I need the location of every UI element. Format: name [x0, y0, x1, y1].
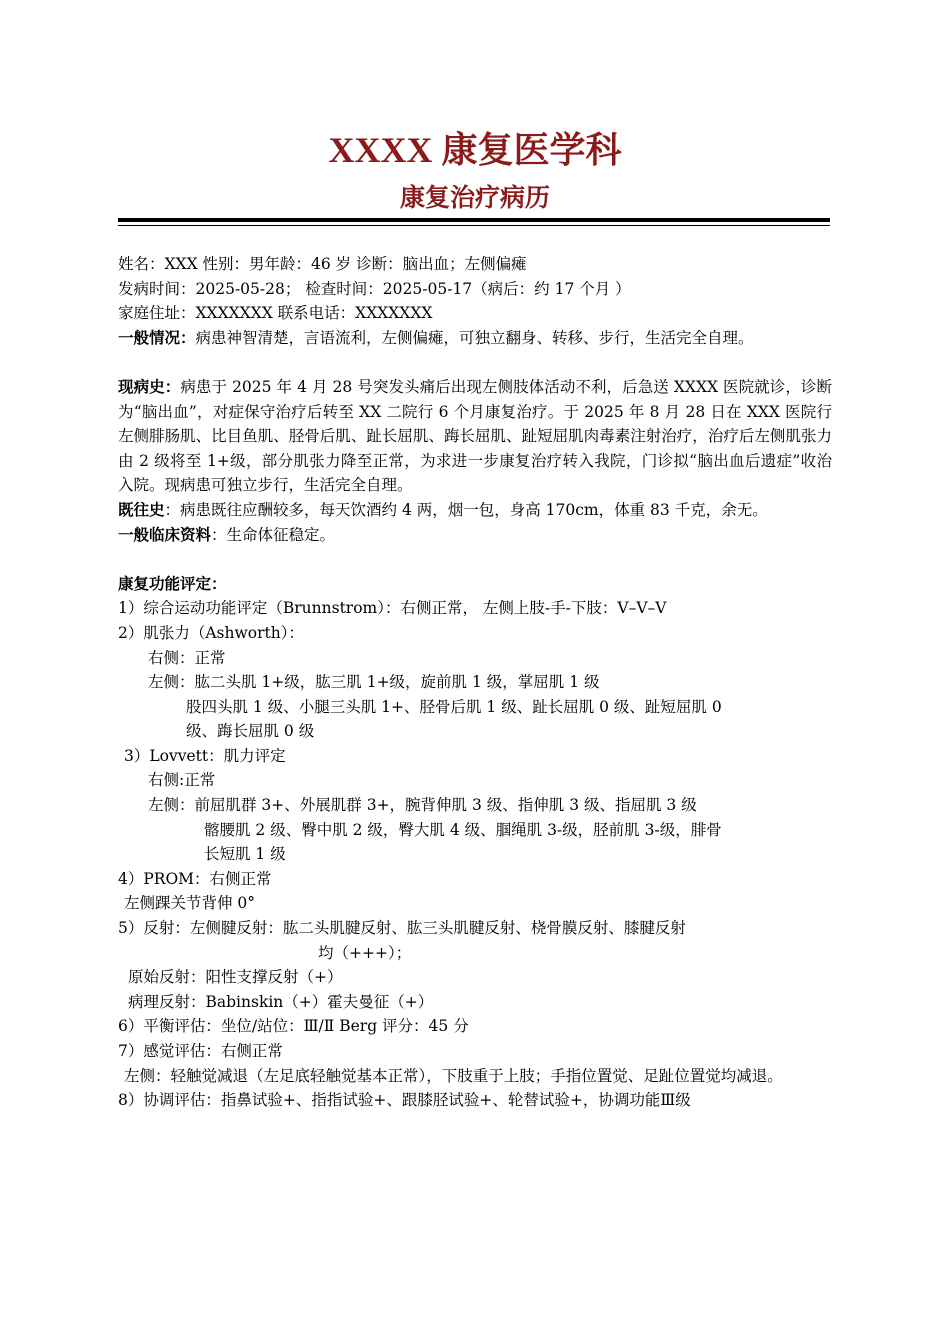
assessment-line-prom: 4）PROM：右侧正常: [118, 869, 272, 888]
document-title: XXXX 康复医学科: [328, 130, 622, 170]
assessment-line-primitive-reflex: 原始反射：阳性支撑反射（+）: [128, 968, 343, 987]
clinical-data: [118, 523, 832, 548]
clinical-data-text: ：生命体征稳定。: [211, 525, 336, 544]
document-subtitle: 康复治疗病历: [399, 183, 550, 212]
record-body: [118, 252, 832, 1113]
header-divider-thin: [118, 225, 830, 226]
assessment-line-tone-left-lower-cont: 级、踇长屈肌 0 级: [186, 722, 315, 741]
assessment-line-strength-right: 右侧:正常: [148, 771, 216, 790]
assessment-line-sensation: 7）感觉评估：右侧正常: [118, 1042, 283, 1060]
present-history-label: 现病史：: [118, 377, 181, 396]
general-condition-label: 一般情况：: [118, 328, 196, 347]
spacer: [118, 350, 832, 375]
assessment-line-strength-left: 左侧：前屈肌群 3+、外展肌群 3+，腕背伸肌 3 级、指伸肌 3 级、指屈肌 3 级: [148, 796, 697, 815]
assessment-line-coordination: 8）协调评估：指鼻试验+、指指试验+、跟膝胫试验+、轮替试验+，协调功能Ⅲ级: [118, 1091, 691, 1110]
general-condition-text: 病患神智清楚，言语流利，左侧偏瘫，可独立翻身、转移、步行，生活完全自理。: [195, 328, 754, 347]
assessment-line-prom-left: 左侧踝关节背伸 0°: [124, 894, 256, 913]
header-divider-thick: [118, 218, 830, 222]
patient-line-1: 姓名：XXX 性别：男年龄：46 岁 诊断：脑出血；左侧偏瘫: [118, 255, 527, 273]
assessment-line-reflex-cont: 均（+++）；: [318, 943, 412, 962]
present-history-text: 病患于 2025 年 4 月 28 号突发头痛后出现左侧肢体活动不利，后急送 XXXX 医院就诊，诊断为“脑出血”，对症保守治疗后转至 XX 二院行 6 个月康复治疗。于 2025 年 8 月 28 日在 XXX 医院行左侧腓肠肌、比目鱼肌、胫骨后肌、趾长屈肌、踇长屈肌、趾短屈肌肉毒素注射治疗，治疗后左侧肌张力由 2 级将至 1+级，部分肌张力降至正常，为求进一步康复治疗转入我院，门诊拟“脑出血后遗症”收治入院。现病患可独立步行，生活完全自理。: [118, 377, 832, 495]
assessment-line-strength-left-lower: 髂腰肌 2 级、臀中肌 2 级，臀大肌 4 级、腘绳肌 3-级，胫前肌 3-级，腓骨: [204, 820, 722, 839]
assessment-line-sensation-left: 左侧：轻触觉减退（左足底轻触觉基本正常），下肢重于上肢；手指位置觉、足趾位置觉均减退。: [124, 1066, 783, 1085]
assessment-line-ashworth: 2）肌张力（Ashworth）：: [118, 623, 304, 642]
assessment-line-lovett: 3）Lovvett：肌力评定: [124, 746, 286, 765]
assessment-line-tone-left-lower: 股四头肌 1 级、小腿三头肌 1+、胫骨后肌 1 级、趾长屈肌 0 级、趾短屈肌 0: [186, 697, 722, 716]
assessment-line-brunnstrom: 1）综合运动功能评定（Brunnstrom）：右侧正常， 左侧上肢-手-下肢：Ⅴ–Ⅴ–Ⅴ: [118, 599, 667, 618]
past-history: [118, 498, 832, 523]
assessment-line-tone-left: 左侧：肱二头肌 1+级，肱三肌 1+级，旋前肌 1 级，掌屈肌 1 级: [148, 673, 600, 692]
general-condition: [118, 326, 832, 351]
assessment-line-tone-right: 右侧：正常: [148, 648, 226, 667]
clinical-data-label: 一般临床资料: [118, 525, 212, 544]
patient-line-3: 家庭住址：XXXXXXX 联系电话：XXXXXXX: [118, 304, 433, 323]
past-history-text: ：病患既往应酬较多，每天饮酒约 4 两，烟一包，身高 170cm，体重 83 千克，余无。: [164, 500, 768, 519]
assessment-line-pathological-reflex: 病理反射：Babinskin（+）霍夫曼征（+）: [128, 992, 434, 1011]
assessment-line-reflex: 5）反射：左侧腱反射：肱二头肌腱反射、肱三头肌腱反射、桡骨膜反射、膝腱反射: [118, 919, 686, 938]
past-history-label: 既往史: [118, 500, 165, 519]
spacer: [118, 547, 832, 572]
assessment-line-strength-left-lower-cont: 长短肌 1 级: [204, 845, 286, 864]
assessment-line-balance: 6）平衡评估：坐位/站位：Ⅲ/Ⅱ Berg 评分：45 分: [118, 1017, 469, 1036]
patient-line-2: 发病时间：2025-05-28； 检查时间：2025-05-17（病后：约 17 个月 ）: [118, 279, 631, 298]
present-history: [118, 375, 832, 498]
assessment-heading: 康复功能评定：: [118, 574, 227, 593]
